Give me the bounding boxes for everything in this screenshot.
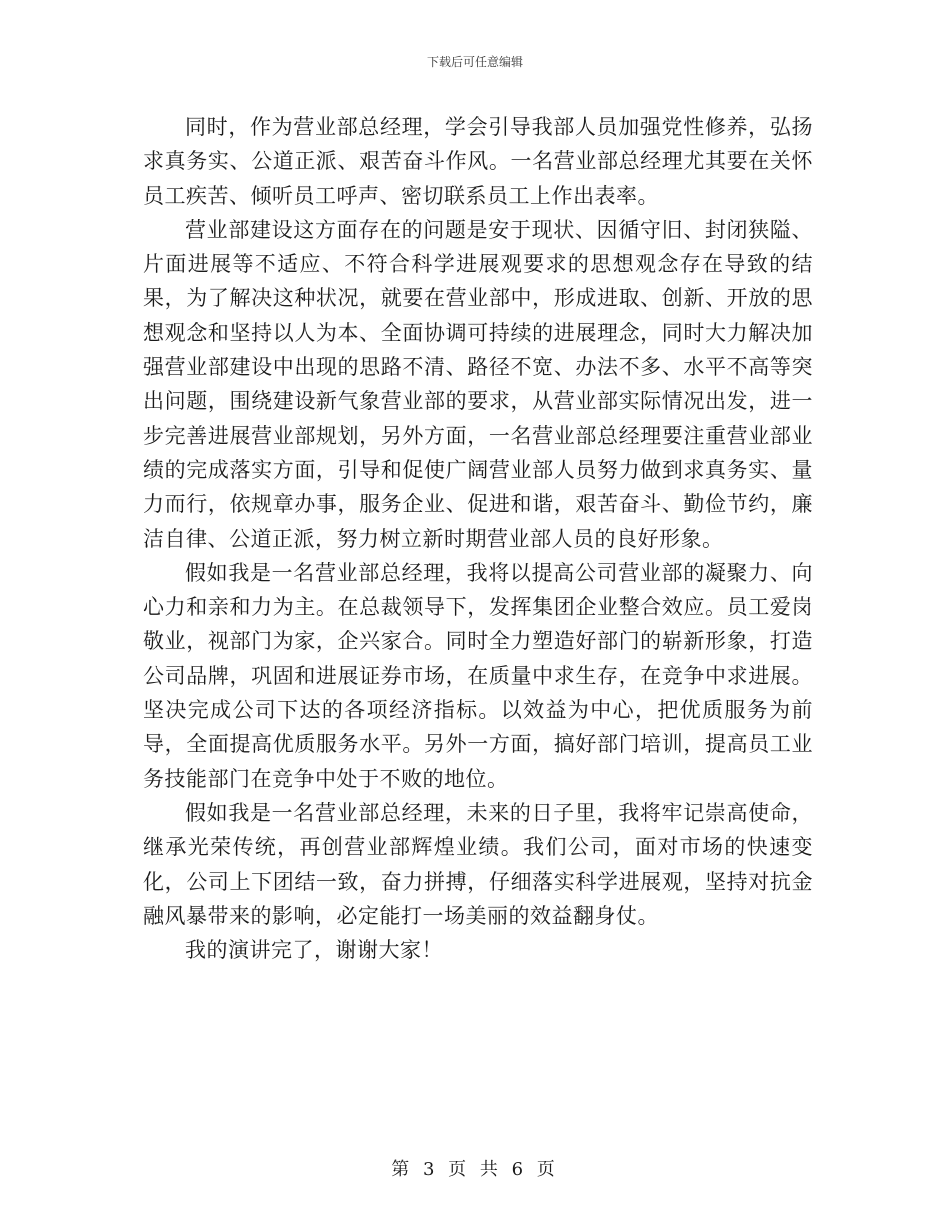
page-number-footer: 第 3 页 共 6 页	[391, 1159, 559, 1180]
paragraph-2: 营业部建设这方面存在的问题是安于现状、因循守旧、封闭狭隘、片面进展等不适应、不符合科学进展观要求的思想观念存在导致的结果，为了解决这种状况，就要在营业部中，形成进取、创新、开放的思想观念和坚持以人为本、全面协调可持续的进展理念，同时大力解决加强营业部建设中出现的思路不清、路径不宽、办法不多、水平不高等突出问题，围绕建设新气象营业部的要求，从营业部实际情况出发，进一步完善进展营业部规划，另外方面，一名营业部总经理要注重营业部业绩的完成落实方面，引导和促使广阔营业部人员努力做到求真务实、量力而行，依规章办事，服务企业、促进和谐，艰苦奋斗、勤俭节约，廉洁自律、公道正派，努力树立新时期营业部人员的良好形象。	[143, 217, 813, 551]
paragraph-4: 假如我是一名营业部总经理，未来的日子里，我将牢记崇高使命，继承光荣传统，再创营业部辉煌业绩。我们公司，面对市场的快速变化，公司上下团结一致，奋力拼搏，仔细落实科学进展观，坚持对抗金融风暴带来的影响，必定能打一场美丽的效益翻身仗。	[143, 800, 813, 928]
paragraph-1: 同时，作为营业部总经理，学会引导我部人员加强党性修养，弘扬求真务实、公道正派、艰苦奋斗作风。一名营业部总经理尤其要在关怀员工疾苦、倾听员工呼声、密切联系员工上作出表率。	[143, 115, 813, 208]
page-header-note: 下载后可任意编辑	[426, 55, 523, 69]
paragraph-3: 假如我是一名营业部总经理，我将以提高公司营业部的凝聚力、向心力和亲和力为主。在总裁领导下，发挥集团企业整合效应。员工爱岗敬业，视部门为家，企兴家合。同时全力塑造好部门的崭新形象，打造公司品牌，巩固和进展证券市场，在质量中求生存，在竞争中求进展。坚决完成公司下达的各项经济指标。以效益为中心，把优质服务为前导，全面提高优质服务水平。另外一方面，搞好部门培训，提高员工业务技能部门在竞争中处于不败的地位。	[143, 560, 813, 791]
document-body	[143, 110, 813, 967]
paragraph-5: 我的演讲完了，谢谢大家！	[185, 938, 443, 963]
